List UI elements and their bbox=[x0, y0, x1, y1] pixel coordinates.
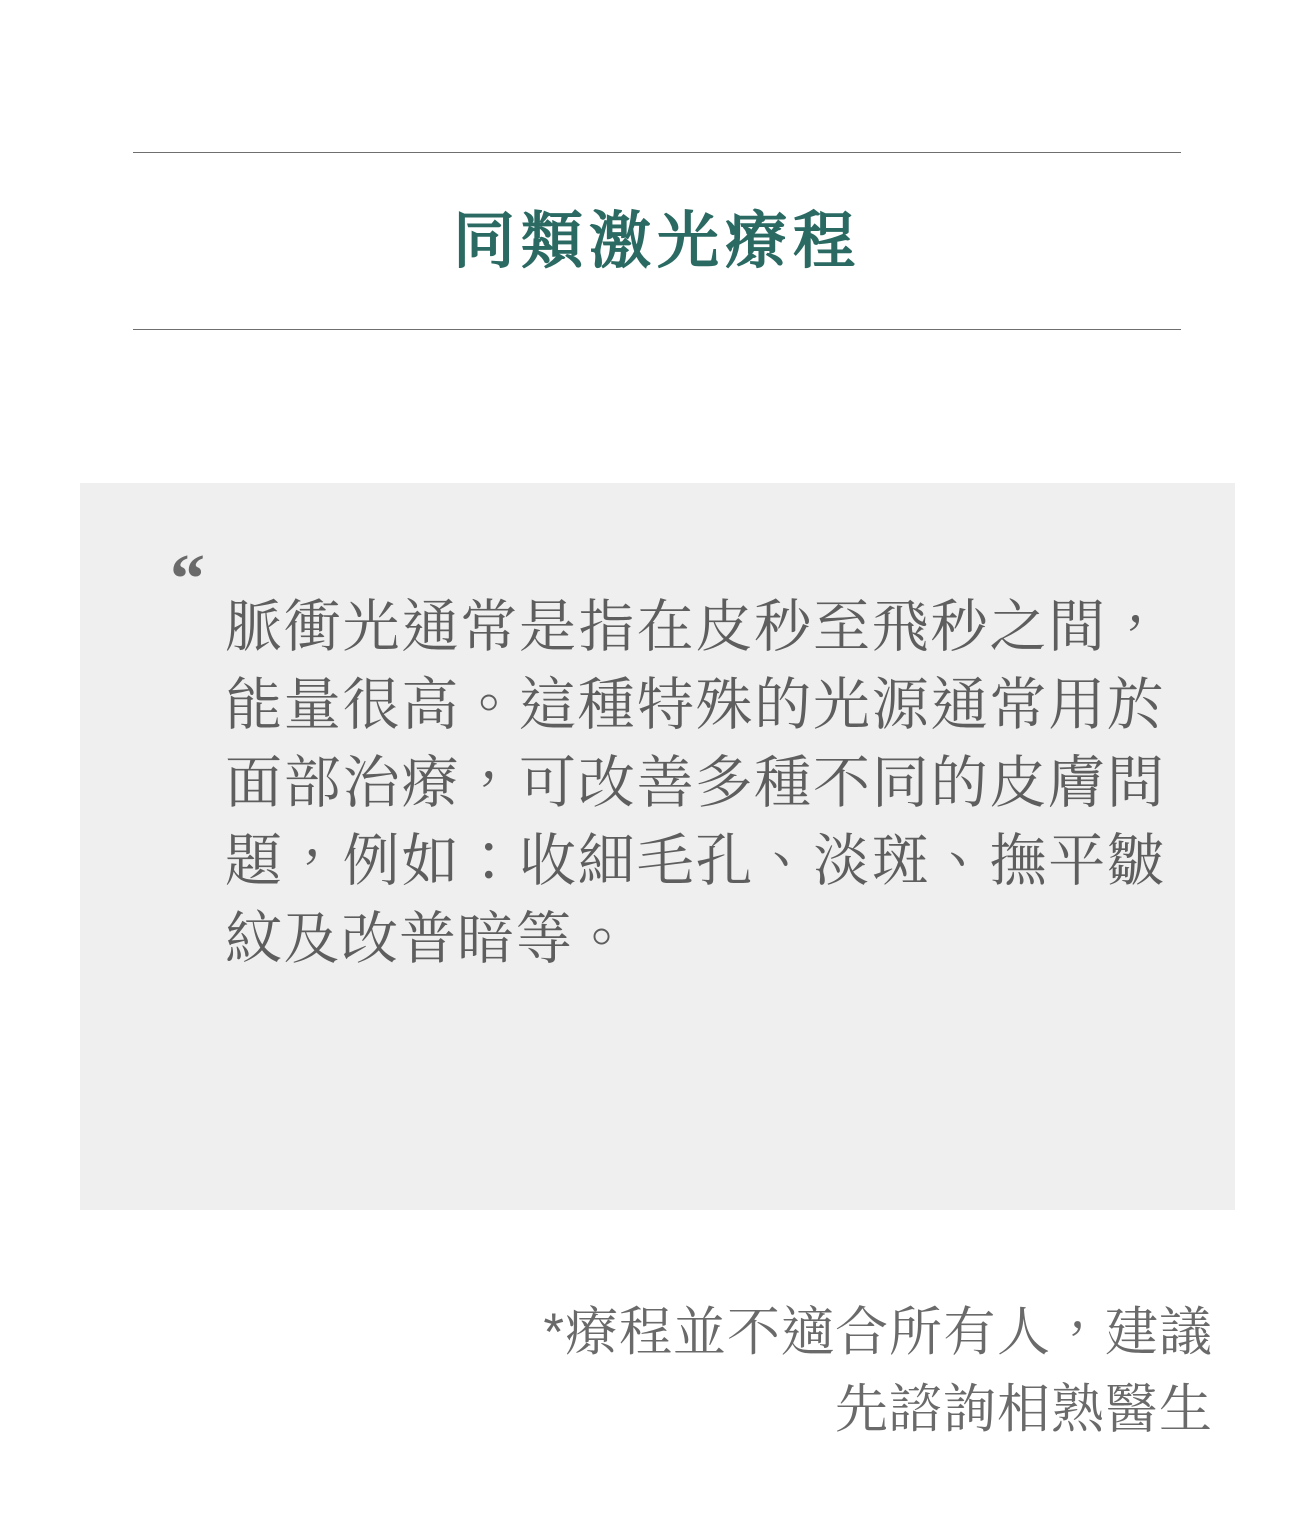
quote-card bbox=[80, 483, 1235, 1210]
footnote-line-1: *療程並不適合所有人，建議 bbox=[543, 1303, 1213, 1362]
quote-text: 脈衝光通常是指在皮秒至飛秒之間，能量很高。這種特殊的光源通常用於面部治療，可改善多種不同的皮膚問題，例如：收細毛孔、淡斑、撫平皺紋及改普暗等。 bbox=[225, 595, 1165, 972]
footnote bbox=[263, 1295, 1213, 1449]
divider-bottom bbox=[133, 329, 1181, 330]
footnote-line-2: 先諮詢相熟醫生 bbox=[835, 1379, 1213, 1439]
page-title: 同類激光療程 bbox=[452, 207, 861, 276]
header-block bbox=[133, 152, 1181, 330]
quote-mark-icon: “ bbox=[170, 541, 202, 618]
